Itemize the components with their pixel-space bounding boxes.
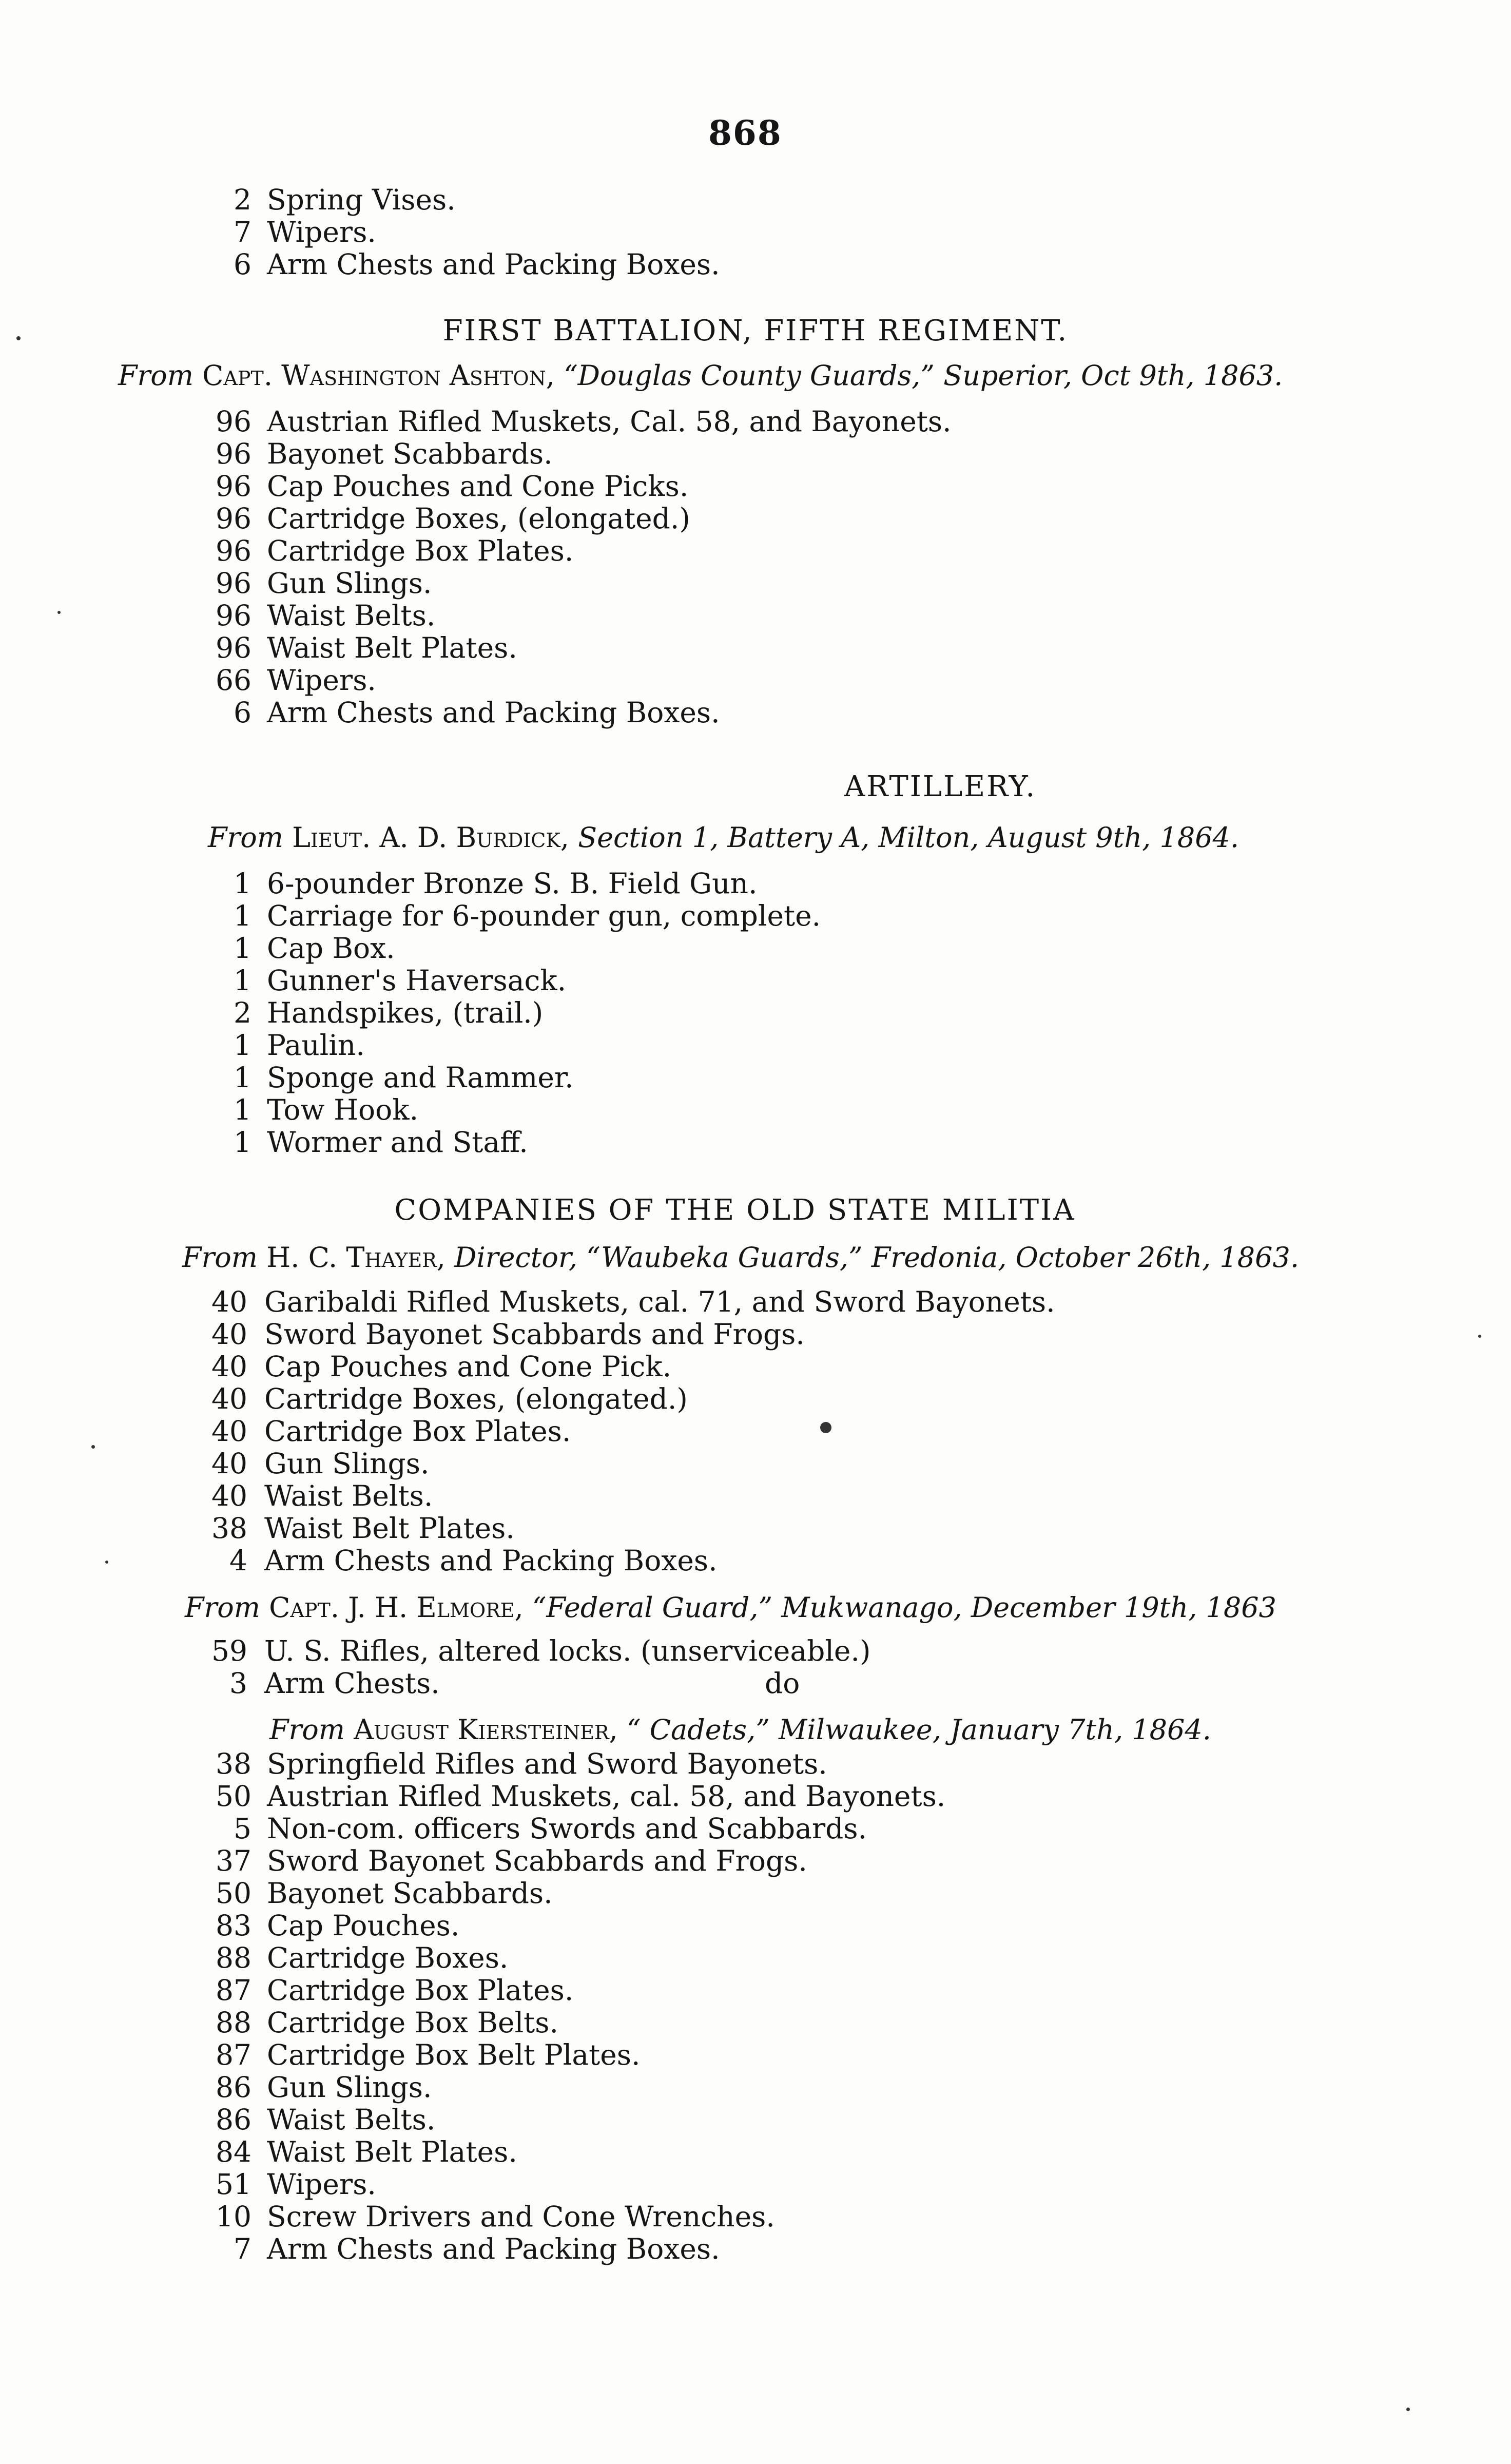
item-description: Cap Pouches and Cone Picks. bbox=[267, 470, 689, 503]
item-description: Cartridge Box Belt Plates. bbox=[267, 2038, 641, 2071]
list-item bbox=[0, 1813, 1511, 1845]
list-item bbox=[0, 965, 1511, 997]
list-item bbox=[0, 632, 1511, 664]
scan-speck bbox=[1478, 1335, 1481, 1338]
from-prefix: From bbox=[269, 1714, 345, 1746]
list-item bbox=[0, 1415, 1511, 1448]
list-item bbox=[0, 1910, 1511, 1942]
item-description: Non-com. officers Swords and Scabbards. bbox=[267, 1812, 867, 1845]
item-quantity: 1 bbox=[234, 1061, 251, 1094]
scan-speck bbox=[1406, 2408, 1410, 2411]
item-quantity: 40 bbox=[211, 1382, 247, 1415]
item-description: Arm Chests and Packing Boxes. bbox=[267, 696, 720, 729]
item-description: Gun Slings. bbox=[267, 567, 432, 600]
item-description: Spring Vises. bbox=[267, 183, 456, 216]
item-description: Cap Pouches and Cone Pick. bbox=[264, 1350, 672, 1383]
item-quantity: 96 bbox=[216, 405, 251, 438]
from-prefix: From bbox=[182, 1241, 258, 1274]
thayer-item-list bbox=[0, 1286, 1511, 1577]
item-description: Cartridge Box Plates. bbox=[264, 1415, 571, 1448]
list-item bbox=[0, 997, 1511, 1029]
list-item bbox=[0, 900, 1511, 932]
scan-speck bbox=[105, 1561, 108, 1564]
scan-speck bbox=[16, 336, 21, 340]
list-item bbox=[0, 438, 1511, 470]
item-description: Sponge and Rammer. bbox=[267, 1061, 574, 1094]
from-detail: Section 1, Battery A, Milton, August 9th, 1864. bbox=[578, 821, 1239, 854]
item-description: Gunner's Haversack. bbox=[267, 964, 567, 997]
list-item bbox=[0, 1286, 1511, 1318]
item-description: Austrian Rifled Muskets, cal. 58, and Bayonets. bbox=[267, 1780, 946, 1813]
item-description: Wipers. bbox=[267, 2168, 376, 2201]
item-quantity: 38 bbox=[216, 1747, 251, 1780]
list-item bbox=[0, 1877, 1511, 1910]
list-item bbox=[0, 2233, 1511, 2265]
from-prefix: From bbox=[208, 821, 283, 854]
list-item bbox=[0, 1351, 1511, 1383]
item-description: Waist Belts. bbox=[267, 2103, 436, 2136]
list-item bbox=[0, 406, 1511, 438]
item-description: Sword Bayonet Scabbards and Frogs. bbox=[264, 1318, 805, 1351]
item-quantity: 50 bbox=[216, 1877, 251, 1910]
item-quantity: 50 bbox=[216, 1780, 251, 1813]
item-quantity: 87 bbox=[216, 2038, 251, 2071]
item-description: Gun Slings. bbox=[264, 1447, 430, 1480]
from-prefix: From bbox=[185, 1591, 260, 1624]
item-description: Bayonet Scabbards. bbox=[267, 1877, 553, 1910]
list-item bbox=[0, 1062, 1511, 1094]
item-quantity: 86 bbox=[216, 2071, 251, 2104]
item-description: Cartridge Box Plates. bbox=[267, 534, 574, 567]
list-item bbox=[0, 2104, 1511, 2136]
item-description: Cartridge Box Belts. bbox=[267, 2006, 558, 2039]
list-item bbox=[0, 1318, 1511, 1351]
section-heading-first-battalion: FIRST BATTALION, FIFTH REGIMENT. bbox=[442, 314, 1069, 348]
list-item bbox=[0, 1667, 1511, 1700]
list-item bbox=[0, 1094, 1511, 1126]
list-item bbox=[0, 567, 1511, 600]
item-quantity: 51 bbox=[216, 2168, 251, 2201]
item-quantity: 88 bbox=[216, 2006, 251, 2039]
section-heading-artillery: ARTILLERY. bbox=[844, 770, 1037, 803]
item-description: Screw Drivers and Cone Wrenches. bbox=[267, 2200, 775, 2233]
list-item bbox=[0, 1126, 1511, 1159]
item-description: Wormer and Staff. bbox=[267, 1126, 528, 1159]
section1-item-list bbox=[0, 406, 1511, 729]
item-description: Cap Pouches. bbox=[267, 1909, 460, 1942]
item-quantity: 87 bbox=[216, 1974, 251, 2007]
item-quantity: 96 bbox=[216, 599, 251, 632]
from-name: Capt. J. H. Elmore, bbox=[269, 1591, 524, 1624]
list-item bbox=[0, 535, 1511, 567]
item-quantity: 1 bbox=[234, 964, 251, 997]
list-item bbox=[0, 1748, 1511, 1780]
section2-item-list bbox=[0, 868, 1511, 1159]
ditto-mark: do bbox=[765, 1667, 800, 1700]
item-description: Paulin. bbox=[267, 1029, 365, 1062]
source-line-burdick bbox=[208, 821, 1239, 854]
list-item bbox=[0, 1845, 1511, 1877]
item-quantity: 6 bbox=[234, 248, 251, 281]
item-quantity: 4 bbox=[229, 1544, 247, 1577]
item-quantity: 96 bbox=[216, 502, 251, 535]
list-item bbox=[0, 1942, 1511, 1974]
item-description: Springfield Rifles and Sword Bayonets. bbox=[267, 1747, 827, 1780]
list-item bbox=[0, 1383, 1511, 1415]
item-description: Cartridge Boxes, (elongated.) bbox=[267, 502, 690, 535]
item-description: Bayonet Scabbards. bbox=[267, 437, 553, 470]
from-name: Capt. Washington Ashton, bbox=[202, 359, 555, 392]
list-item bbox=[0, 2007, 1511, 2039]
item-description: Arm Chests and Packing Boxes. bbox=[267, 2232, 720, 2265]
scan-speck bbox=[57, 611, 61, 614]
item-description: Austrian Rifled Muskets, Cal. 58, and Bayonets. bbox=[267, 405, 952, 438]
list-item bbox=[0, 184, 1511, 216]
item-quantity: 7 bbox=[234, 216, 251, 248]
item-quantity: 96 bbox=[216, 534, 251, 567]
item-description: Cartridge Boxes. bbox=[267, 1941, 509, 1974]
item-quantity: 96 bbox=[216, 567, 251, 600]
item-quantity: 7 bbox=[234, 2232, 251, 2265]
elmore-item-list bbox=[0, 1635, 1511, 1700]
item-quantity: 1 bbox=[234, 1029, 251, 1062]
item-description: Carriage for 6-pounder gun, complete. bbox=[267, 899, 821, 932]
item-description: Waist Belts. bbox=[267, 599, 436, 632]
item-quantity: 96 bbox=[216, 437, 251, 470]
item-quantity: 1 bbox=[234, 932, 251, 965]
item-description: Wipers. bbox=[267, 664, 376, 697]
item-quantity: 96 bbox=[216, 470, 251, 503]
page-number: 868 bbox=[708, 113, 782, 153]
item-description: Cap Box. bbox=[267, 932, 395, 965]
from-name: H. C. Thayer, bbox=[266, 1241, 445, 1274]
list-item bbox=[0, 868, 1511, 900]
source-line-thayer bbox=[182, 1241, 1299, 1274]
item-description: Waist Belt Plates. bbox=[267, 2135, 517, 2168]
item-quantity: 40 bbox=[211, 1350, 247, 1383]
item-description: Waist Belt Plates. bbox=[267, 631, 517, 664]
list-item bbox=[0, 1635, 1511, 1667]
item-quantity: 2 bbox=[234, 996, 251, 1029]
list-item bbox=[0, 697, 1511, 729]
item-description: Tow Hook. bbox=[267, 1093, 419, 1126]
item-quantity: 96 bbox=[216, 631, 251, 664]
from-detail: Director, “Waubeka Guards,” Fredonia, October 26th, 1863. bbox=[454, 1241, 1300, 1274]
item-quantity: 3 bbox=[229, 1667, 247, 1700]
item-quantity: 40 bbox=[211, 1415, 247, 1448]
item-quantity: 10 bbox=[216, 2200, 251, 2233]
item-description: Waist Belts. bbox=[264, 1479, 433, 1512]
item-quantity: 2 bbox=[234, 183, 251, 216]
item-description: Arm Chests and Packing Boxes. bbox=[264, 1544, 718, 1577]
item-description: Arm Chests. bbox=[264, 1667, 440, 1700]
kiersteiner-item-list bbox=[0, 1748, 1511, 2265]
item-description: Arm Chests and Packing Boxes. bbox=[267, 248, 720, 281]
item-quantity: 40 bbox=[211, 1285, 247, 1318]
list-item bbox=[0, 1029, 1511, 1062]
item-description: Cartridge Boxes, (elongated.) bbox=[264, 1382, 688, 1415]
from-name: August Kiersteiner, bbox=[354, 1714, 618, 1746]
item-quantity: 38 bbox=[211, 1512, 247, 1545]
list-item bbox=[0, 2136, 1511, 2168]
list-item bbox=[0, 2039, 1511, 2071]
item-quantity: 1 bbox=[234, 899, 251, 932]
list-item bbox=[0, 1780, 1511, 1813]
list-item bbox=[0, 2168, 1511, 2201]
section-heading-state-militia: COMPANIES OF THE OLD STATE MILITIA bbox=[394, 1194, 1076, 1227]
item-description: Handspikes, (trail.) bbox=[267, 996, 544, 1029]
list-item bbox=[0, 2071, 1511, 2104]
from-detail: “Douglas County Guards,” Superior, Oct 9th, 1863. bbox=[564, 359, 1283, 392]
item-quantity: 59 bbox=[211, 1634, 247, 1667]
item-description: 6-pounder Bronze S. B. Field Gun. bbox=[267, 867, 758, 900]
list-item bbox=[0, 932, 1511, 965]
list-item bbox=[0, 1545, 1511, 1577]
item-description: Sword Bayonet Scabbards and Frogs. bbox=[267, 1844, 807, 1877]
item-quantity: 88 bbox=[216, 1941, 251, 1974]
from-prefix: From bbox=[118, 359, 193, 392]
item-quantity: 1 bbox=[234, 1126, 251, 1159]
item-description: Cartridge Box Plates. bbox=[267, 1974, 574, 2007]
intro-item-list bbox=[0, 184, 1511, 281]
list-item bbox=[0, 503, 1511, 535]
list-item bbox=[0, 216, 1511, 248]
item-description: Garibaldi Rifled Muskets, cal. 71, and Sword Bayonets. bbox=[264, 1285, 1055, 1318]
list-item bbox=[0, 248, 1511, 281]
item-quantity: 1 bbox=[234, 867, 251, 900]
list-item bbox=[0, 664, 1511, 697]
list-item bbox=[0, 1448, 1511, 1480]
item-quantity: 83 bbox=[216, 1909, 251, 1942]
scan-speck bbox=[91, 1445, 95, 1449]
list-item bbox=[0, 600, 1511, 632]
list-item bbox=[0, 2201, 1511, 2233]
item-quantity: 40 bbox=[211, 1447, 247, 1480]
source-line-ashton bbox=[118, 359, 1283, 392]
source-line-elmore bbox=[185, 1591, 1276, 1624]
item-description: U. S. Rifles, altered locks. (unserviceable.) bbox=[264, 1634, 871, 1667]
item-quantity: 1 bbox=[234, 1093, 251, 1126]
from-name: Lieut. A. D. Burdick, bbox=[292, 821, 569, 854]
item-description: Wipers. bbox=[267, 216, 376, 248]
item-description: Gun Slings. bbox=[267, 2071, 432, 2104]
item-quantity: 86 bbox=[216, 2103, 251, 2136]
list-item bbox=[0, 1512, 1511, 1545]
item-quantity: 37 bbox=[216, 1844, 251, 1877]
item-description: Waist Belt Plates. bbox=[264, 1512, 515, 1545]
item-quantity: 6 bbox=[234, 696, 251, 729]
list-item bbox=[0, 1480, 1511, 1512]
item-quantity: 66 bbox=[216, 664, 251, 697]
item-quantity: 5 bbox=[234, 1812, 251, 1845]
list-item bbox=[0, 1974, 1511, 2007]
source-line-kiersteiner bbox=[269, 1714, 1211, 1746]
scan-speck bbox=[820, 1422, 831, 1433]
item-quantity: 84 bbox=[216, 2135, 251, 2168]
from-detail: “ Cadets,” Milwaukee, January 7th, 1864. bbox=[626, 1714, 1211, 1746]
item-quantity: 40 bbox=[211, 1479, 247, 1512]
item-quantity: 40 bbox=[211, 1318, 247, 1351]
list-item bbox=[0, 470, 1511, 503]
from-detail: “Federal Guard,” Mukwanago, December 19th, 1863 bbox=[532, 1591, 1276, 1624]
